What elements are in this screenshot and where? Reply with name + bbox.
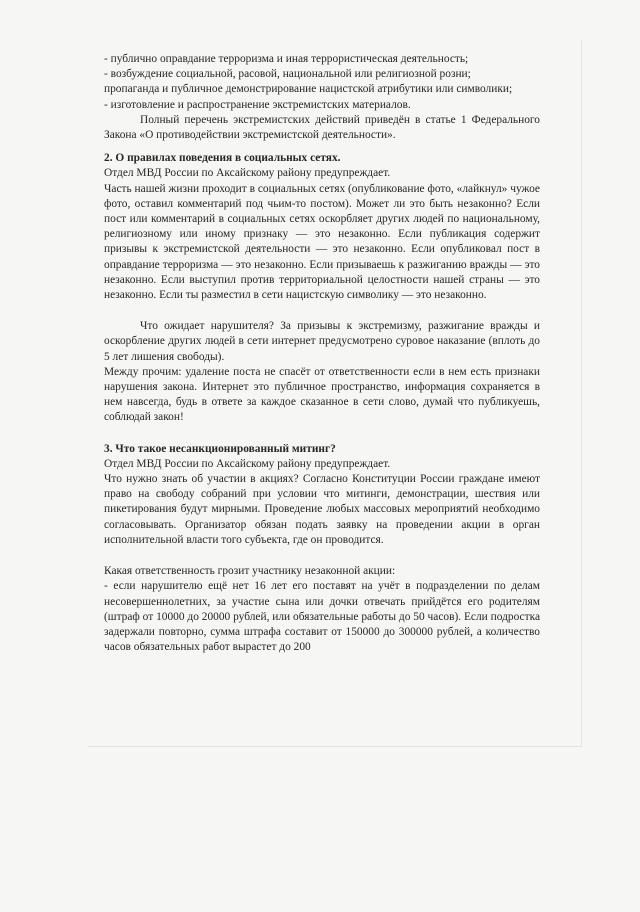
section-3-body: Что нужно знать об участии в акциях? Согласно Конституции России граждане имеют право на свободу собраний при условии что митинги, демонстрации, шествия или пикетирования будут мирными. Проведение любых массовых мероприятий необходимо согласовывать. Организатор обязан подать заявку на проведении акции в орган исполнительной власти того субъекта, где он проводится. (104, 473, 540, 546)
scan-edge-right (581, 40, 582, 746)
section-3-question: Какая ответственность грозит участнику незаконной акции: (104, 565, 396, 578)
intro-paragraph: Полный перечень экстремистских действий приведён в статье 1 Федерального Закона «О противодействии экстремистской деятельности». (104, 113, 540, 142)
section-3-answer: - если нарушителю ещё нет 16 лет его поставят на учёт в подразделении по делам несовершеннолетних, за участие сына или дочки отвечать прийдётся его родителям (штраф от 10000 до 20000 рублей, или обязательные работы до 50 часов). Если подростка задержали повторно, сумма штрафа составит от 150000 до 300000 рублей, а количество часов обязательных работ вырастет до 200 (104, 580, 540, 654)
section-2-heading: 2. О правилах поведения в социальных сетях. (104, 152, 341, 165)
section-2-note: Между прочим: удаление поста не спасёт от ответственности если в нем есть признаки нарушения закона. Интернет это публичное пространство, информация сохраняется в нем навсегда, будь в ответе за каждое сказанное в сети слово, думай что публикуешь, соблюдай закон! (104, 365, 540, 424)
intro-list-item: - изготовление и распространение экстремистских материалов. (104, 98, 411, 111)
section-2-source: Отдел МВД России по Аксайскому району предупреждает. (104, 167, 391, 180)
intro-list-item: - публично оправдание терроризма и иная террористическая деятельность; (104, 53, 469, 65)
intro-list-item: пропаганда и публичное демонстрирование нацистской атрибутики или символики; (104, 83, 513, 96)
section-2-body: Часть нашей жизни проходит в социальных сетях (опубликование фото, «лайкнул» чужое фото, оставил комментарий под чьим-то постом). Может ли это быть незаконно? Если пост или комментарий в социальных сетях оскорбляет других людей по национальному, религиозному или иному признаку — это незаконно. Если публикация содержит призывы к экстремистской деятельности — это незаконно. Если опубликовал пост в оправдание терроризма — это незаконно. Если призываешь к разжиганию вражды — это незаконно. Если выступил против территориальной целостности нашей страны — это незаконно. Если ты разместил в сети нацистскую символику — это незаконно. (104, 182, 540, 302)
section-3-heading: 3. Что такое несанкционированный митинг? (104, 442, 336, 455)
section-2-warning: Что ожидает нарушителя? За призывы к экстремизму, разжигание вражды и оскорбление других людей в сети интернет предусмотрено суровое наказание (вплоть до 5 лет лишения свободы). (104, 320, 540, 363)
intro-list-item: - возбуждение социальной, расовой, национальной или религиозной розни; (104, 68, 471, 81)
section-3-source: Отдел МВД России по Аксайскому району предупреждает. (104, 457, 391, 470)
scan-edge-bottom (88, 746, 582, 747)
document-body (104, 52, 540, 655)
